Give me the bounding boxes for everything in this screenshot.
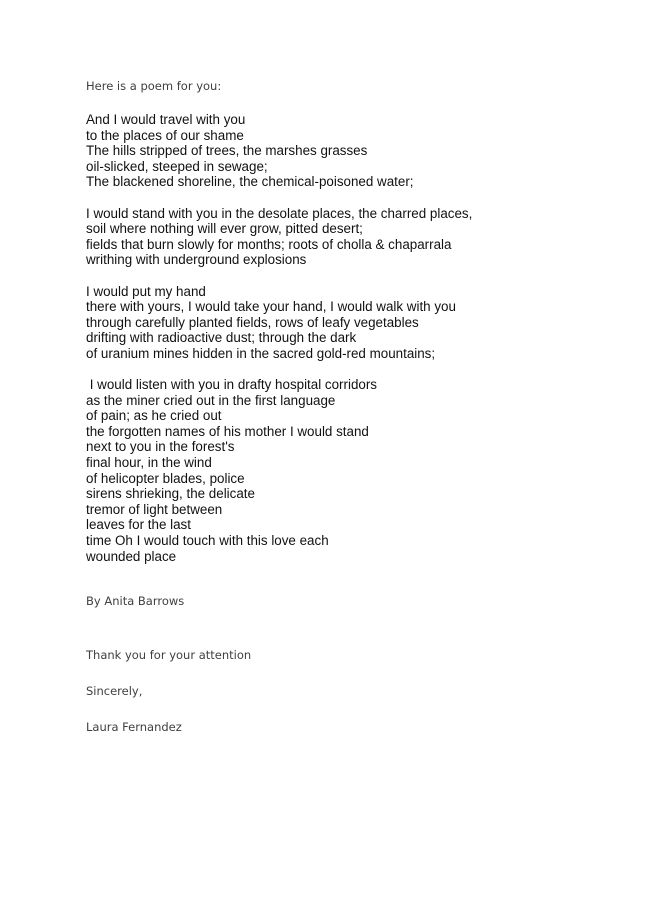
poem-line: I would stand with you in the desolate places, the charred places, bbox=[86, 205, 473, 221]
poem-line: of pain; as he cried out bbox=[86, 408, 222, 424]
poem-line: to the places of our shame bbox=[86, 127, 244, 143]
poem-line: wounded place bbox=[86, 548, 177, 564]
poem-line: soil where nothing will ever grow, pitted desert; bbox=[86, 221, 363, 237]
poem-line: next to you in the forest's bbox=[86, 439, 235, 455]
poem-line: And I would travel with you bbox=[86, 112, 246, 127]
poem-stanza-3 bbox=[86, 284, 626, 362]
intro-text: Here is a poem for you: bbox=[86, 79, 222, 93]
poem-line: I would put my hand bbox=[86, 283, 206, 299]
poem-line: through carefully planted fields, rows of leafy vegetables bbox=[86, 314, 419, 330]
poem-line: I would listen with you in drafty hospital corridors bbox=[86, 377, 378, 393]
poem-stanza-4 bbox=[86, 377, 626, 564]
signature-name: Laura Fernandez bbox=[86, 720, 182, 734]
poem-line: oil-slicked, steeped in sewage; bbox=[86, 158, 268, 174]
poem-line: the forgotten names of his mother I would stand bbox=[86, 423, 369, 439]
poem-line: final hour, in the wind bbox=[86, 455, 212, 471]
poem-line: sirens shrieking, the delicate bbox=[86, 486, 255, 502]
poem-line: fields that burn slowly for months; roots of cholla & chaparrala bbox=[86, 236, 452, 252]
poem-line: tremor of light between bbox=[86, 501, 223, 517]
poem-line: of uranium mines hidden in the sacred gold-red mountains; bbox=[86, 345, 436, 361]
poem bbox=[86, 112, 626, 580]
poem-line: there with yours, I would take your hand, I would walk with you bbox=[86, 299, 456, 315]
poem-line: leaves for the last bbox=[86, 517, 191, 533]
poem-line: The blackened shoreline, the chemical-poisoned water; bbox=[86, 174, 414, 190]
poem-line: of helicopter blades, police bbox=[86, 470, 245, 486]
poem-line: time Oh I would touch with this love each bbox=[86, 533, 329, 549]
poem-line: writhing with underground explosions bbox=[86, 252, 307, 268]
poem-stanza-1 bbox=[86, 112, 626, 190]
poem-line: as the miner cried out in the first language bbox=[86, 392, 336, 408]
poem-line: drifting with radioactive dust; through the dark bbox=[86, 330, 357, 346]
closing-salutation: Sincerely, bbox=[86, 684, 143, 698]
poem-line: The hills stripped of trees, the marshes grasses bbox=[86, 143, 368, 159]
thanks-line: Thank you for your attention bbox=[86, 648, 252, 662]
poem-author: By Anita Barrows bbox=[86, 594, 185, 608]
poem-stanza-2 bbox=[86, 206, 626, 268]
